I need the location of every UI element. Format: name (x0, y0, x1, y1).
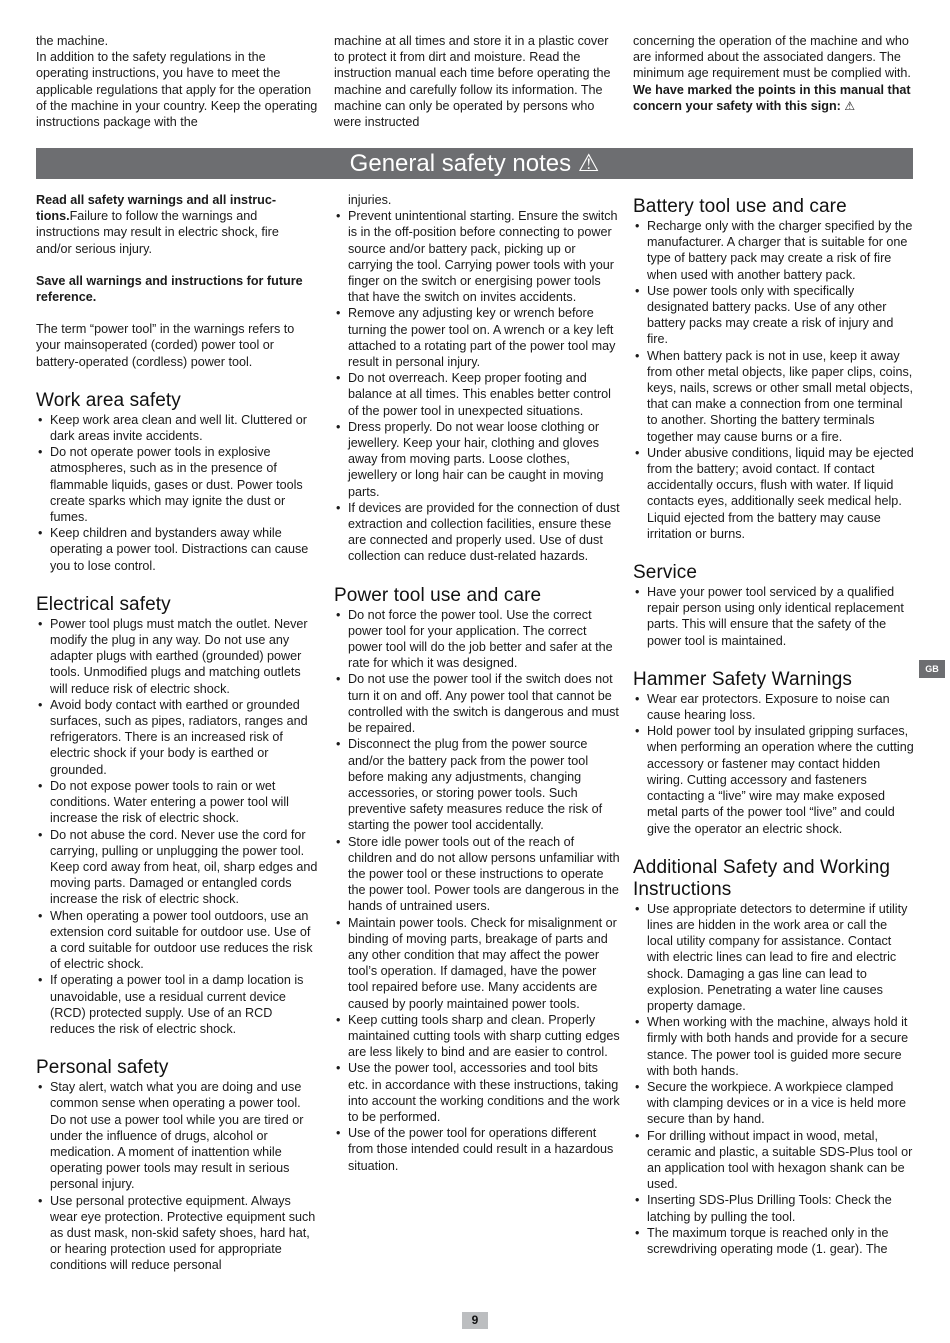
intro-rest: Failure to follow the warnings and instructions may result in electric shock, fire and/or serious injury. (36, 209, 279, 256)
list-item: • Keep work area clean and well lit. Cluttered or dark areas invite accidents. (36, 412, 318, 444)
list-item: • Use personal protective equipment. Always wear eye protection. Protective equipment such as dust mask, non-skid safety shoes, hard hat, or hearing protection used for appropriate conditions will reduce personal (36, 1193, 318, 1274)
list-item: • Maintain power tools. Check for misalignment or binding of moving parts, breakage of parts and any other condition that may affect the power tool’s operation. If damaged, have the power tool repaired before use. Many accidents are caused by poorly maintained power tools. (334, 915, 620, 1012)
list-item: • Use power tools only with specifically designated battery packs. Use of any other battery packs may create a risk of injury and fire. (633, 283, 915, 348)
language-tab: GB (919, 660, 945, 678)
list-item: • Wear ear protectors. Exposure to noise can cause hearing loss. (633, 691, 915, 723)
list-item: • Hold power tool by insulated gripping surfaces, when performing an operation where the cutting accessory or fastener may contact hidden wiring. Cutting accessory and fasteners contacting a “live” wire may make exposed metal parts of the power tool “live” and could give the operator an electric shock. (633, 723, 915, 836)
top-paragraph-3-text: concerning the operation of the machine and who are informed about the associated dangers. The minimum age requirement must be complied with. (633, 34, 911, 81)
top-paragraph-2: machine at all times and store it in a plastic cover to protect it from dirt and moisture. Read the instruction manual each time before operating the machine and carefully follow its information. The machine can only be operated by persons who were instructed (334, 34, 611, 130)
continued-text: injuries. (348, 193, 392, 207)
list-item: • Stay alert, watch what you are doing and use common sense when operating a power tool. Do not use a power tool while you are tired or under the influence of drugs, alcohol or medication. A moment of inattention while operating power tools may result in serious personal injury. (36, 1079, 318, 1192)
list-item: • Use of the power tool for operations different from those intended could result in a hazardous situation. (334, 1125, 620, 1174)
list-item: • Power tool plugs must match the outlet. Never modify the plug in any way. Do not use any adapter plugs with earthed (grounded) power tools. Unmodified plugs and matching outlets will reduce risk of electric shock. (36, 616, 318, 697)
list-item: • For drilling without impact in wood, metal, ceramic and plastic, a suitable SDS-Plus tool or an application tool with hexagon shank can be used. (633, 1128, 915, 1193)
top-text-col3 (633, 33, 915, 114)
power-tool-term: The term “power tool” in the warnings refers to your mainsoperated (corded) power tool or battery-operated (cordless) power tool. (36, 322, 295, 369)
additional-safety-list (633, 901, 915, 1257)
personal-safety-list (36, 1079, 318, 1273)
list-item: • When battery pack is not in use, keep it away from other metal objects, like paper clips, coins, keys, nails, screws or other small metal objects, that can make a connection from one terminal to another. Shorting the battery terminals together may cause burns or a fire. (633, 348, 915, 445)
top-paragraph-3 (633, 33, 915, 114)
top-text-col1 (36, 33, 318, 130)
battery-tool-list (633, 218, 915, 542)
personal-safety-heading: Personal safety (36, 1057, 169, 1079)
service-heading: Service (633, 562, 698, 584)
banner-title: General safety notes (349, 150, 572, 177)
list-item: • Do not operate power tools in explosive atmospheres, such as in the presence of flammable liquids, gases or dust. Power tools create sparks which may ignite the dust or fumes. (36, 444, 318, 525)
additional-safety-heading: Additional Safety and Working Instructions (633, 856, 891, 900)
list-item: • Inserting SDS-Plus Drilling Tools: Check the latching by pulling the tool. (633, 1192, 915, 1224)
top-paragraph-1: the machine. In addition to the safety regulations in the operating instructions, you have to meet the applicable regulations that apply for the operation of the machine in your country. Keep the operating instructions package with the (36, 34, 318, 130)
column-3 (633, 196, 915, 1257)
power-tool-use-list (334, 607, 620, 1174)
list-item: • Use the power tool, accessories and tool bits etc. in accordance with these instructions, taking into account the working conditions and the work to be performed. (334, 1060, 620, 1125)
list-item: • If devices are provided for the connection of dust extraction and collection facilities, ensure these are connected and properly used. Use of dust collection can reduce dust-related hazards. (334, 500, 620, 565)
battery-tool-heading: Battery tool use and care (633, 196, 847, 217)
list-item: • The maximum torque is reached only in the screwdriving operating mode (1. gear). The (633, 1225, 915, 1257)
work-area-list (36, 412, 318, 574)
list-item: • Do not use the power tool if the switch does not turn it on and off. Any power tool that cannot be controlled with the switch is dangerous and must be repaired. (334, 671, 620, 736)
electrical-safety-list (36, 616, 318, 1037)
hammer-safety-list (633, 691, 915, 837)
list-item: • Keep children and bystanders away while operating a power tool. Distractions can cause you to lose control. (36, 525, 318, 574)
list-item: • When operating a power tool outdoors, use an extension cord suitable for outdoor use. Use of a cord suitable for outdoor use reduces the risk of electric shock. (36, 908, 318, 973)
list-item: • Do not abuse the cord. Never use the cord for carrying, pulling or unplugging the power tool. Keep cord away from heat, oil, sharp edges and moving parts. Damaged or entangled cords increase the risk of electric shock. (36, 827, 318, 908)
top-text-col2 (334, 33, 620, 130)
column-2 (334, 192, 620, 1174)
list-item: • Do not overreach. Keep proper footing and balance at all times. This enables better control of the power tool in unexpected situations. (334, 370, 620, 419)
personal-safety-list-continued (334, 208, 620, 564)
warning-triangle-icon: ⚠ (844, 98, 856, 113)
list-item: • When working with the machine, always hold it firmly with both hands and provide for a secure stance. The power tool is guided more secure with both hands. (633, 1014, 915, 1079)
work-area-heading: Work area safety (36, 389, 181, 411)
list-item: • Secure the workpiece. A workpiece clamped with clamping devices or in a vice is held more secure than by hand. (633, 1079, 915, 1128)
list-item: • Recharge only with the charger specified by the manufacturer. A charger that is suitable for one type of battery pack may create a risk of fire when used with another battery pack. (633, 218, 915, 283)
save-instructions: Save all warnings and instructions for future reference. (36, 273, 303, 305)
list-item: • Prevent unintentional starting. Ensure the switch is in the off-position before connecting to power source and/or battery pack, picking up or carrying the tool. Carrying power tools with your finger on the switch or energising power tools that have the switch on invites accidents. (334, 208, 620, 305)
list-item: • Disconnect the plug from the power source and/or the battery pack from the power tool before making any adjustments, changing accessories, or storing power tools. Such preventive safety measures reduce the risk of starting the power tool accidentally. (334, 736, 620, 833)
electrical-safety-heading: Electrical safety (36, 593, 171, 615)
list-item: • Keep cutting tools sharp and clean. Properly maintained cutting tools with sharp cutting edges are less likely to bind and are easier to control. (334, 1012, 620, 1061)
list-item: • Have your power tool serviced by a qualified repair person using only identical replacement parts. This will ensure that the safety of the power tool is maintained. (633, 584, 915, 649)
list-item: • Do not force the power tool. Use the correct power tool for your application. The correct power tool will do the job better and safer at the rate for which it was designed. (334, 607, 620, 672)
hammer-safety-heading: Hammer Safety Warnings (633, 668, 853, 690)
list-item: • If operating a power tool in a damp location is unavoidable, use a residual current device (RCD) protected supply. Use of an RCD reduces the risk of electric shock. (36, 972, 318, 1037)
service-list (633, 584, 915, 649)
power-tool-use-heading: Power tool use and care (334, 584, 542, 606)
intro-paragraph (36, 192, 318, 257)
page-number: 9 (462, 1312, 488, 1329)
intro-bold: Read all safety warnings and all instructions. (36, 193, 277, 224)
list-item: • Store idle power tools out of the reach of children and do not allow persons unfamiliar with the power tool or these instructions to operate the power tool. Power tools are dangerous in the hands of untrained users. (334, 834, 620, 915)
safety-sign-note-text: We have marked the points in this manual that concern your safety with this sign: (633, 82, 911, 113)
list-item: • Do not expose power tools to rain or wet conditions. Water entering a power tool will increase the risk of electric shock. (36, 778, 318, 827)
list-item: • Avoid body contact with earthed or grounded surfaces, such as pipes, radiators, ranges and refrigerators. There is an increased risk of electric shock if your body is earthed or grounded. (36, 697, 318, 778)
safety-sign-note (633, 83, 911, 113)
list-item: • Use appropriate detectors to determine if utility lines are hidden in the work area or call the local utility company for assistance. Contact with electric lines can lead to fire and electric shock. Damaging a gas line can lead to explosion. Penetrating a water line causes property damage. (633, 901, 915, 1014)
list-item: • Dress properly. Do not wear loose clothing or jewellery. Keep your hair, clothing and gloves away from moving parts. Loose clothes, jewellery or long hair can be caught in moving parts. (334, 419, 620, 500)
section-banner (36, 148, 913, 179)
column-1 (36, 192, 318, 1274)
warning-triangle-icon: ⚠ (577, 150, 600, 177)
list-item: • Remove any adjusting key or wrench before turning the power tool on. A wrench or a key left attached to a rotating part of the power tool may result in personal injury. (334, 305, 620, 370)
list-item: • Under abusive conditions, liquid may be ejected from the battery; avoid contact. If contact accidentally occurs, flush with water. If liquid contacts eyes, additionally seek medical help. Liquid ejected from the battery may cause irritation or burns. (633, 445, 915, 542)
